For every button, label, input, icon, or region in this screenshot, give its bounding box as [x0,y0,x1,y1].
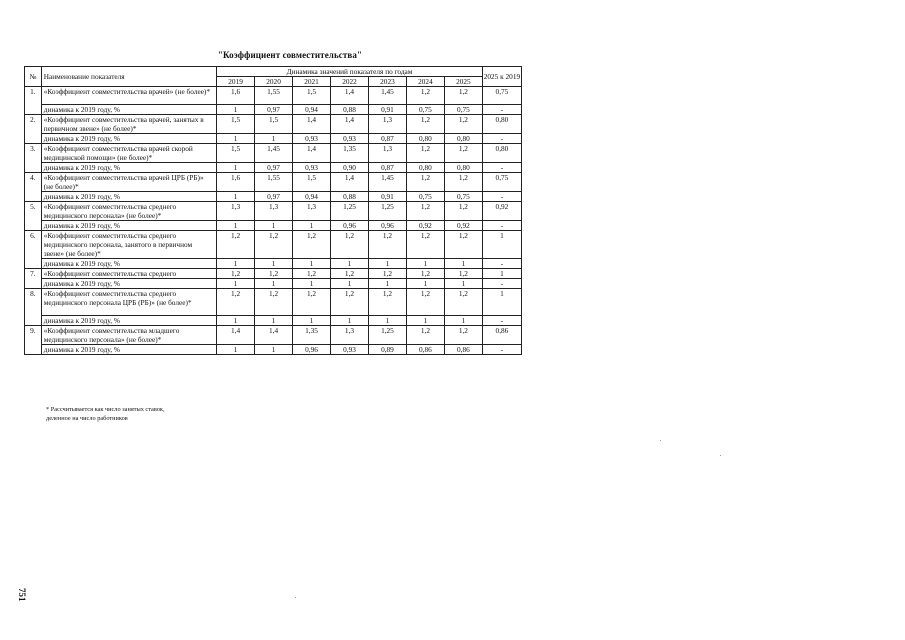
value-cell: 1,3 [217,202,255,221]
table-row [25,269,522,279]
dynamics-cell: 1 [444,316,482,326]
dynamics-cell: 0,88 [331,105,369,115]
dynamics-cell: 1 [406,279,444,289]
value-cell: 1,2 [444,202,482,221]
dynamics-label: динамика к 2019 году, % [41,192,216,202]
value-cell: 1,2 [406,289,444,316]
value-cell: 1,4 [255,326,293,345]
value-cell: 1,5 [217,144,255,163]
dynamics-label: динамика к 2019 году, % [41,259,216,269]
dynamics-cell: 0,93 [293,134,331,144]
indicator-name: «Коэффициент совместительства врачей, занятых в первичном звене» (не более)* [41,115,216,134]
dynamics-cell: 1 [368,316,406,326]
value-cell: 1,45 [255,144,293,163]
dynamics-row [25,345,522,355]
dynamics-cell: 0,75 [444,192,482,202]
dynamics-row [25,163,522,173]
dynamics-cell: 1 [217,163,255,173]
indicator-name: «Коэффициент совместительства среднего медицинского персонала» (не более)* [41,202,216,221]
dynamics-cell: 0,93 [331,345,369,355]
dynamics-cell: 0,96 [368,221,406,231]
dynamics-cell: 1 [217,345,255,355]
header-year: 2023 [368,77,406,87]
footnote-line: * Рассчитывается как число занятых ставок, [46,406,165,413]
value-cell: 1,35 [293,326,331,345]
value-cell: 1,5 [293,173,331,192]
value-cell: 1,2 [406,269,444,279]
value-cell: 1,2 [406,173,444,192]
dynamics-cell: 1 [293,279,331,289]
value-cell: 1,2 [444,173,482,192]
value-cell: 1,3 [331,326,369,345]
dynamics-cell: 1 [331,279,369,289]
value-cell: 1,2 [444,326,482,345]
value-cell: 1,25 [368,326,406,345]
dynamics-label: динамика к 2019 году, % [41,345,216,355]
value-cell: 1,2 [444,144,482,163]
dynamics-cell: 0,93 [293,163,331,173]
dynamics-cell: 0,93 [331,134,369,144]
dynamics-cell: 0,96 [293,345,331,355]
value-cell: 1,45 [368,173,406,192]
dynamics-label: динамика к 2019 году, % [41,134,216,144]
table-body [25,87,522,355]
dynamics-ratio-cell: - [482,105,521,115]
dynamics-cell: 1 [293,259,331,269]
dynamics-cell: 0,80 [444,134,482,144]
dynamics-cell: 1 [217,134,255,144]
ratio-cell: 1 [482,289,521,316]
dynamics-label: динамика к 2019 году, % [41,221,216,231]
value-cell: 1,2 [255,269,293,279]
ratio-cell: 0,80 [482,115,521,134]
dynamics-cell: 1 [255,279,293,289]
dynamics-cell: 0,91 [368,192,406,202]
page-number: 751 [17,588,27,602]
dynamics-ratio-cell: - [482,163,521,173]
indicator-name: «Коэффициент совместительства врачей скорой медицинской помощи» (не более)* [41,144,216,163]
table-row [25,326,522,345]
row-number: 2. [25,115,42,144]
ratio-cell: 0,75 [482,173,521,192]
row-number: 4. [25,173,42,202]
ratio-cell: 1 [482,269,521,279]
value-cell: 1,2 [406,144,444,163]
dynamics-cell: 0,86 [406,345,444,355]
footnote [46,405,165,423]
indicator-name: «Коэффициент совместительства врачей ЦРБ (РБ)» (не более)* [41,173,216,192]
header-year: 2022 [331,77,369,87]
indicator-name: «Коэффициент совместительства младшего медицинского персонала» (не более)* [41,326,216,345]
value-cell: 1,2 [217,269,255,279]
header-year: 2021 [293,77,331,87]
dynamics-cell: 1 [406,316,444,326]
header-ratio: 2025 к 2019 [482,67,521,87]
scan-speck [660,440,661,441]
value-cell: 1,2 [406,87,444,105]
dynamics-label: динамика к 2019 году, % [41,163,216,173]
dynamics-row [25,221,522,231]
row-number: 8. [25,289,42,326]
value-cell: 1,2 [293,289,331,316]
row-number: 9. [25,326,42,355]
value-cell: 1,3 [293,202,331,221]
scan-speck [295,597,296,598]
value-cell: 1,25 [368,202,406,221]
value-cell: 1,2 [368,289,406,316]
dynamics-cell: 0,75 [444,105,482,115]
value-cell: 1,2 [368,231,406,259]
dynamics-cell: 0,88 [331,192,369,202]
value-cell: 1,2 [293,231,331,259]
dynamics-cell: 0,86 [444,345,482,355]
dynamics-cell: 0,94 [293,192,331,202]
value-cell: 1,5 [217,115,255,134]
table-row [25,115,522,134]
value-cell: 1,25 [331,202,369,221]
dynamics-cell: 1 [368,259,406,269]
dynamics-ratio-cell: - [482,345,521,355]
header-name: Наименование показателя [41,67,216,87]
ratio-cell: 0,75 [482,87,521,105]
value-cell: 1,2 [444,231,482,259]
value-cell: 1,2 [255,289,293,316]
dynamics-cell: 1 [293,316,331,326]
value-cell: 1,2 [444,289,482,316]
dynamics-ratio-cell: - [482,279,521,289]
dynamics-cell: 1 [255,345,293,355]
coefficient-table [24,66,522,355]
row-number: 1. [25,87,42,115]
value-cell: 1,6 [217,173,255,192]
value-cell: 1,35 [331,144,369,163]
value-cell: 1,2 [368,269,406,279]
dynamics-cell: 0,80 [444,163,482,173]
value-cell: 1,2 [406,115,444,134]
dynamics-cell: 1 [217,259,255,269]
dynamics-row [25,316,522,326]
dynamics-row [25,259,522,269]
dynamics-cell: 0,75 [406,192,444,202]
indicator-name: «Коэффициент совместительства среднего медицинского персонала ЦРБ (РБ)» (не более)* [41,289,216,316]
header-year: 2020 [255,77,293,87]
dynamics-cell: 1 [217,105,255,115]
dynamics-cell: 0,92 [406,221,444,231]
dynamics-ratio-cell: - [482,221,521,231]
document-title: "Коэффициент совместительства" [217,50,363,60]
value-cell: 1,2 [217,289,255,316]
dynamics-ratio-cell: - [482,316,521,326]
value-cell: 1,4 [293,144,331,163]
value-cell: 1,2 [406,231,444,259]
row-number: 6. [25,231,42,269]
dynamics-cell: 0,97 [255,192,293,202]
row-number: 5. [25,202,42,231]
dynamics-cell: 0,80 [406,163,444,173]
indicator-name: «Коэффициент совместительства среднего [41,269,216,279]
ratio-cell: 0,86 [482,326,521,345]
value-cell: 1,5 [255,115,293,134]
dynamics-cell: 1 [217,192,255,202]
value-cell: 1,2 [406,202,444,221]
indicator-name: «Коэффициент совместительства врачей» (не более)* [41,87,216,105]
header-dynamics: Динамика значений показателя по годам [217,67,483,77]
dynamics-cell: 1 [331,259,369,269]
value-cell: 1,2 [331,231,369,259]
dynamics-cell: 0,75 [406,105,444,115]
value-cell: 1,55 [255,173,293,192]
indicator-name: «Коэффициент совместительства среднего медицинского персонала, занятого в первичном звене» (не более)* [41,231,216,259]
header-year: 2019 [217,77,255,87]
value-cell: 1,4 [293,115,331,134]
dynamics-ratio-cell: - [482,134,521,144]
dynamics-cell: 0,97 [255,163,293,173]
dynamics-row [25,105,522,115]
ratio-cell: 1 [482,231,521,259]
dynamics-cell: 1 [255,221,293,231]
value-cell: 1,5 [293,87,331,105]
dynamics-label: динамика к 2019 году, % [41,279,216,289]
dynamics-cell: 0,80 [406,134,444,144]
ratio-cell: 0,80 [482,144,521,163]
dynamics-cell: 0,92 [444,221,482,231]
dynamics-cell: 0,94 [293,105,331,115]
table-row [25,202,522,221]
value-cell: 1,2 [444,115,482,134]
dynamics-row [25,279,522,289]
dynamics-cell: 1 [255,134,293,144]
table-row [25,87,522,105]
value-cell: 1,2 [293,269,331,279]
dynamics-cell: 1 [444,259,482,269]
value-cell: 1,2 [444,269,482,279]
table-row [25,173,522,192]
value-cell: 1,4 [331,87,369,105]
header-year: 2025 [444,77,482,87]
header-year: 2024 [406,77,444,87]
value-cell: 1,4 [331,173,369,192]
value-cell: 1,2 [406,326,444,345]
value-cell: 1,2 [217,231,255,259]
dynamics-cell: 0,97 [255,105,293,115]
scan-speck [720,455,721,456]
dynamics-cell: 1 [255,259,293,269]
dynamics-cell: 0,90 [331,163,369,173]
dynamics-cell: 1 [331,316,369,326]
dynamics-cell: 1 [368,279,406,289]
footnote-line: деленное на число работников [46,415,128,422]
dynamics-cell: 1 [217,316,255,326]
row-number: 3. [25,144,42,173]
dynamics-cell: 1 [217,279,255,289]
value-cell: 1,2 [331,269,369,279]
value-cell: 1,6 [217,87,255,105]
dynamics-cell: 1 [255,316,293,326]
value-cell: 1,4 [217,326,255,345]
dynamics-cell: 1 [293,221,331,231]
value-cell: 1,2 [444,87,482,105]
dynamics-row [25,134,522,144]
value-cell: 1,45 [368,87,406,105]
dynamics-ratio-cell: - [482,259,521,269]
dynamics-cell: 0,87 [368,163,406,173]
table-row [25,231,522,259]
dynamics-cell: 0,96 [331,221,369,231]
dynamics-cell: 0,87 [368,134,406,144]
dynamics-label: динамика к 2019 году, % [41,105,216,115]
dynamics-ratio-cell: - [482,192,521,202]
table-row [25,289,522,316]
dynamics-cell: 1 [217,221,255,231]
value-cell: 1,3 [255,202,293,221]
value-cell: 1,3 [368,144,406,163]
row-number: 7. [25,269,42,289]
dynamics-row [25,192,522,202]
value-cell: 1,2 [331,289,369,316]
dynamics-cell: 1 [406,259,444,269]
ratio-cell: 0,92 [482,202,521,221]
value-cell: 1,3 [368,115,406,134]
dynamics-cell: 1 [444,279,482,289]
dynamics-cell: 0,91 [368,105,406,115]
dynamics-label: динамика к 2019 году, % [41,316,216,326]
value-cell: 1,55 [255,87,293,105]
value-cell: 1,2 [255,231,293,259]
table-row [25,144,522,163]
dynamics-cell: 0,89 [368,345,406,355]
header-num: № [25,67,42,87]
value-cell: 1,4 [331,115,369,134]
